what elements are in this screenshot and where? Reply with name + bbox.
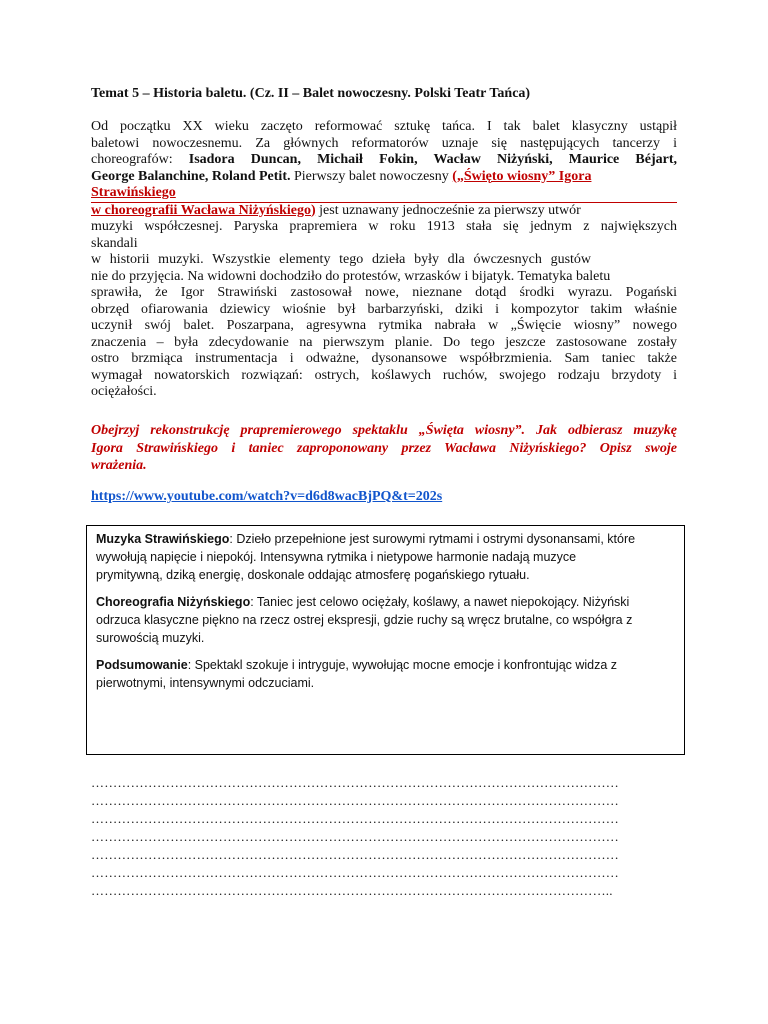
task-instruction [91, 422, 677, 475]
body-line: Od początku XX wieku zaczęto reformować sztukę tańca. I tak balet klasyczny ustąpił [91, 119, 677, 134]
dotted-line: ……………………………………………………………………………………………………….. [91, 883, 613, 898]
body-line: obrzęd ofiarowania dziewicy wiośnie był barbarzyński, dziki i kompozytor takim właśnie [91, 301, 677, 317]
page-title: Temat 5 – Historia baletu. (Cz. II – Balet nowoczesny. Polski Teatr Tańca) [91, 86, 531, 101]
answer-text: prymitywną, dziką energię, doskonale oddając atmosferę pogańskiego rytuału. [96, 568, 530, 582]
answer-text: surowością muzyki. [96, 631, 205, 645]
ballet-title-highlight: Strawińskiego [91, 185, 176, 200]
task-line: Igora Strawińskiego i taniec zaproponowany przez Wacława Niżyńskiego? Opisz swoje [91, 440, 677, 456]
answer-paragraph-music [96, 530, 666, 584]
body-line: nie do przyjęcia. Na widowni dochodziło do protestów, wrzasków i bijatyk. Tematyka baletu [91, 268, 611, 284]
body-line [91, 202, 677, 220]
answer-text: wywołują napięcie i niepokój. Intensywna rytmika i nietypowe harmonie nadają muzyce [96, 550, 577, 564]
answer-text: : Spektakl szokuje i intryguje, wywołując mocne emocje i konfrontując widza z [187, 658, 618, 672]
body-line: muzyki współczesnej. Paryska prapremiera w roku 1913 stała się jednym z największych [91, 219, 677, 234]
body-line: ociężałości. [91, 384, 157, 399]
body-line: skandali [91, 235, 138, 251]
answer-box[interactable] [86, 525, 685, 755]
body-line: znaczenia – była zdecydowanie na pierwszym planie. Do tego jeszcze zastosowane zostały [91, 334, 677, 350]
dotted-line: ………………………………………………………………………………………………………… [91, 847, 619, 862]
dotted-line: ………………………………………………………………………………………………………… [91, 829, 619, 844]
dotted-line: ………………………………………………………………………………………………………… [91, 865, 619, 880]
reformers-names: George Balanchine, Roland Petit. [91, 168, 291, 184]
task-line: wrażenia. [91, 458, 147, 473]
answer-label: Choreografia Niżyńskiego [96, 595, 251, 609]
body-line [91, 169, 677, 186]
body-text-segment: Pierwszy balet nowoczesny [290, 168, 453, 184]
answer-paragraph-summary [96, 656, 666, 692]
body-text-segment: jest uznawany jednocześnie za pierwszy utwór [315, 202, 581, 218]
body-line: uczynił swój balet. Poszarpana, agresywna rytmika nabrała w „Święcie wiosny” nowego [91, 318, 677, 333]
ballet-title-highlight: („Święto wiosny” Igora [452, 168, 592, 184]
answer-paragraph-choreography [96, 593, 666, 647]
body-text-segment: choreografów: [91, 152, 189, 167]
body-line: sprawiła, że Igor Strawiński zastosował nowe, nieznane dotąd środki wyrazu. Pogański [91, 285, 677, 300]
answer-text: : Dzieło przepełnione jest surowymi rytmami i ostrymi dysonansami, które [229, 532, 636, 546]
body-line: w historii muzyki. Wszystkie elementy tego dzieła były dla ówczesnych gustów [91, 252, 592, 267]
body-text [91, 119, 677, 401]
answer-text: pierwotnymi, intensywnymi odczuciami. [96, 676, 315, 690]
body-line [91, 152, 677, 169]
body-line: wymagał nowatorskich rozwiązań: ostrych, koślawych ruchów, swojego rodzaju brzydoty i [91, 367, 677, 383]
dotted-line: ………………………………………………………………………………………………………… [91, 811, 619, 826]
answer-label: Muzyka Strawińskiego [96, 532, 230, 546]
reformers-names: Isadora Duncan, Michaił Fokin, Wacław Niżyński, Maurice Béjart, [188, 152, 677, 167]
body-line: ostro brzmiąca instrumentacja i odważne, dysonansowe współbrzmienia. Sam taniec także [91, 351, 677, 366]
dotted-line: ………………………………………………………………………………………………………… [91, 793, 619, 808]
dotted-answer-lines[interactable] [91, 774, 675, 900]
answer-text: : Taniec jest celowo ociężały, koślawy, a nawet niepokojący. Niżyński [250, 595, 630, 609]
answer-label: Podsumowanie [96, 658, 188, 672]
task-line: Obejrzyj rekonstrukcję prapremierowego spektaklu „Święta wiosny”. Jak odbierasz muzykę [91, 423, 677, 438]
ballet-title-highlight: w choreografii Wacława Niżyńskiego) [91, 202, 316, 218]
body-line: baletowi nowoczesnemu. Za głównych reformatorów uznaje się następujących tancerzy i [91, 135, 677, 151]
youtube-link[interactable]: https://www.youtube.com/watch?v=d6d8wacBjPQ&t=202s [91, 489, 443, 504]
dotted-line: ………………………………………………………………………………………………………… [91, 775, 619, 790]
answer-text: odrzuca klasyczne piękno na rzecz ostrej ekspresji, gdzie ruchy są wręcz brutalne, co współgra z [96, 613, 633, 627]
